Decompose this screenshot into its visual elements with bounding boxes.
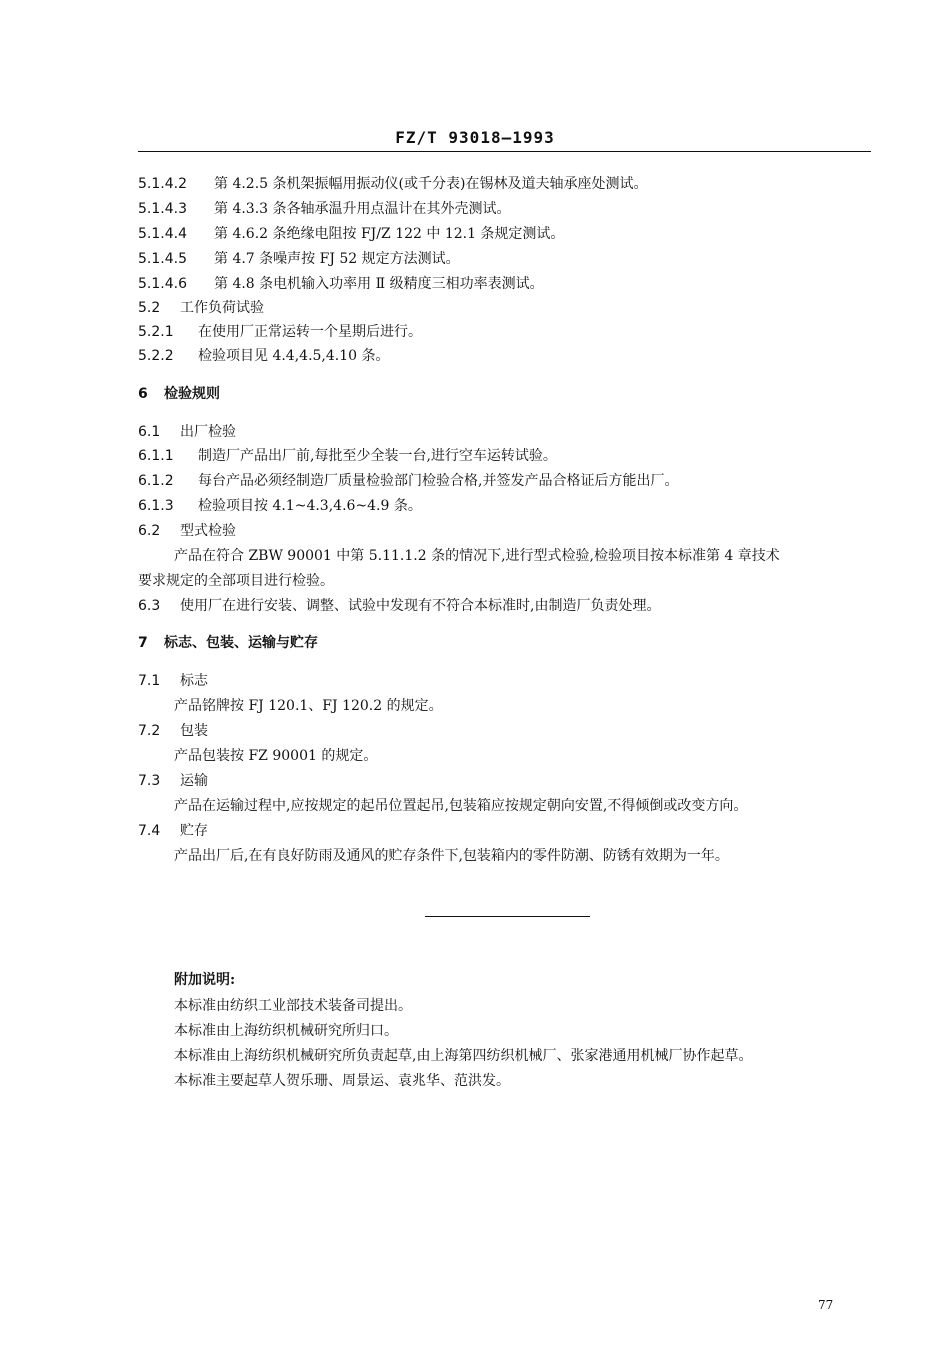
- paragraph-line: 要求规定的全部项目进行检验。: [138, 573, 334, 589]
- clause-7-4: [138, 821, 208, 841]
- clause-5-1-4-5: [138, 249, 460, 269]
- standard-code-header: FZ/T 93018—1993: [395, 128, 555, 147]
- paragraph-line: 产品包装按 FZ 90001 的规定。: [174, 748, 378, 764]
- clause-text: 在使用厂正常运转一个星期后进行。: [198, 324, 422, 340]
- clause-text: 工作负荷试验: [180, 300, 264, 316]
- clause-6-1-3: [138, 496, 422, 516]
- appendix-line: 本标准由上海纺织机械研究所归口。: [174, 1023, 398, 1039]
- section-title: 检验规则: [164, 386, 220, 402]
- clause-text: 贮存: [180, 823, 208, 839]
- clause-6-3: [138, 596, 660, 616]
- clause-5-2: [138, 298, 264, 318]
- section-number: 7: [138, 635, 148, 651]
- clause-text: 检验项目按 4.1~4.3,4.6~4.9 条。: [198, 498, 422, 514]
- clause-number: 5.1.4.5: [138, 251, 187, 267]
- clause-number: 5.1.4.3: [138, 201, 187, 217]
- section-number: 6: [138, 386, 148, 402]
- clause-text: 型式检验: [180, 523, 236, 539]
- appendix-line: 本标准由纺织工业部技术装备司提出。: [174, 998, 412, 1014]
- clause-number: 7.2: [138, 723, 161, 739]
- clause-number: 5.1.4.2: [138, 176, 187, 192]
- clause-text: 标志: [180, 673, 208, 689]
- page-number: 77: [818, 1298, 834, 1312]
- clause-text: 检验项目见 4.4,4.5,4.10 条。: [198, 348, 390, 364]
- clause-number: 5.1.4.6: [138, 276, 187, 292]
- appendix-line: 本标准由上海纺织机械研究所负责起草,由上海第四纺织机械厂、张家港通用机械厂协作起草。: [174, 1048, 753, 1064]
- clause-number: 7.4: [138, 823, 161, 839]
- clause-text: 每台产品必须经制造厂质量检验部门检验合格,并签发产品合格证后方能出厂。: [198, 473, 679, 489]
- clause-5-1-4-4: [138, 224, 564, 244]
- clause-number: 5.2.2: [138, 348, 174, 364]
- clause-text: 第 4.7 条噪声按 FJ 52 规定方法测试。: [214, 251, 460, 267]
- clause-6-2: [138, 521, 236, 541]
- clause-text: 第 4.2.5 条机架振幅用振动仪(或千分表)在锡林及道夫轴承座处测试。: [214, 176, 648, 192]
- clause-5-1-4-3: [138, 199, 511, 219]
- paragraph-line: 产品出厂后,在有良好防雨及通风的贮存条件下,包装箱内的零件防潮、防锈有效期为一年。: [174, 848, 729, 864]
- clause-5-2-1: [138, 322, 422, 342]
- clause-number: 6.1.3: [138, 498, 174, 514]
- clause-number: 6.3: [138, 598, 161, 614]
- clause-number: 6.1.1: [138, 448, 174, 464]
- clause-number: 6.1.2: [138, 473, 174, 489]
- clause-5-1-4-2: [138, 174, 647, 194]
- header-divider: [138, 151, 871, 152]
- clause-text: 使用厂在进行安装、调整、试验中发现有不符合本标准时,由制造厂负责处理。: [180, 598, 661, 614]
- clause-7-1: [138, 671, 208, 691]
- paragraph-line: 产品在运输过程中,应按规定的起吊位置起吊,包装箱应按规定朝向安置,不得倾倒或改变方向。: [174, 798, 748, 814]
- clause-5-1-4-6: [138, 274, 544, 294]
- clause-number: 6.2: [138, 523, 161, 539]
- section-7-heading: [138, 633, 318, 653]
- clause-number: 6.1: [138, 424, 161, 440]
- clause-number: 5.2.1: [138, 324, 174, 340]
- clause-6-1-2: [138, 471, 678, 491]
- paragraph-line: 产品在符合 ZBW 90001 中第 5.11.1.2 条的情况下,进行型式检验,检验项目按本标准第 4 章技术: [174, 548, 780, 564]
- clause-number: 5.2: [138, 300, 161, 316]
- clause-6-1-1: [138, 446, 557, 466]
- clause-7-3: [138, 771, 208, 791]
- clause-number: 5.1.4.4: [138, 226, 187, 242]
- clause-text: 第 4.8 条电机输入功率用 Ⅱ 级精度三相功率表测试。: [214, 276, 544, 292]
- appendix-line: 本标准主要起草人贺乐珊、周景运、袁兆华、范洪发。: [174, 1073, 510, 1089]
- clause-text: 制造厂产品出厂前,每批至少全装一台,进行空车运转试验。: [198, 448, 557, 464]
- clause-number: 7.1: [138, 673, 161, 689]
- clause-5-2-2: [138, 346, 390, 366]
- clause-text: 出厂检验: [180, 424, 236, 440]
- clause-text: 第 4.6.2 条绝缘电阻按 FJ/Z 122 中 12.1 条规定测试。: [214, 226, 565, 242]
- clause-text: 包装: [180, 723, 208, 739]
- clause-text: 运输: [180, 773, 208, 789]
- clause-6-1: [138, 422, 236, 442]
- section-title: 标志、包装、运输与贮存: [164, 635, 318, 651]
- appendix-title: 附加说明:: [174, 972, 236, 988]
- paragraph-line: 产品铭牌按 FJ 120.1、FJ 120.2 的规定。: [174, 698, 443, 714]
- end-divider: [425, 916, 590, 917]
- clause-text: 第 4.3.3 条各轴承温升用点温计在其外壳测试。: [214, 201, 511, 217]
- section-6-heading: [138, 384, 220, 404]
- clause-7-2: [138, 721, 208, 741]
- clause-number: 7.3: [138, 773, 161, 789]
